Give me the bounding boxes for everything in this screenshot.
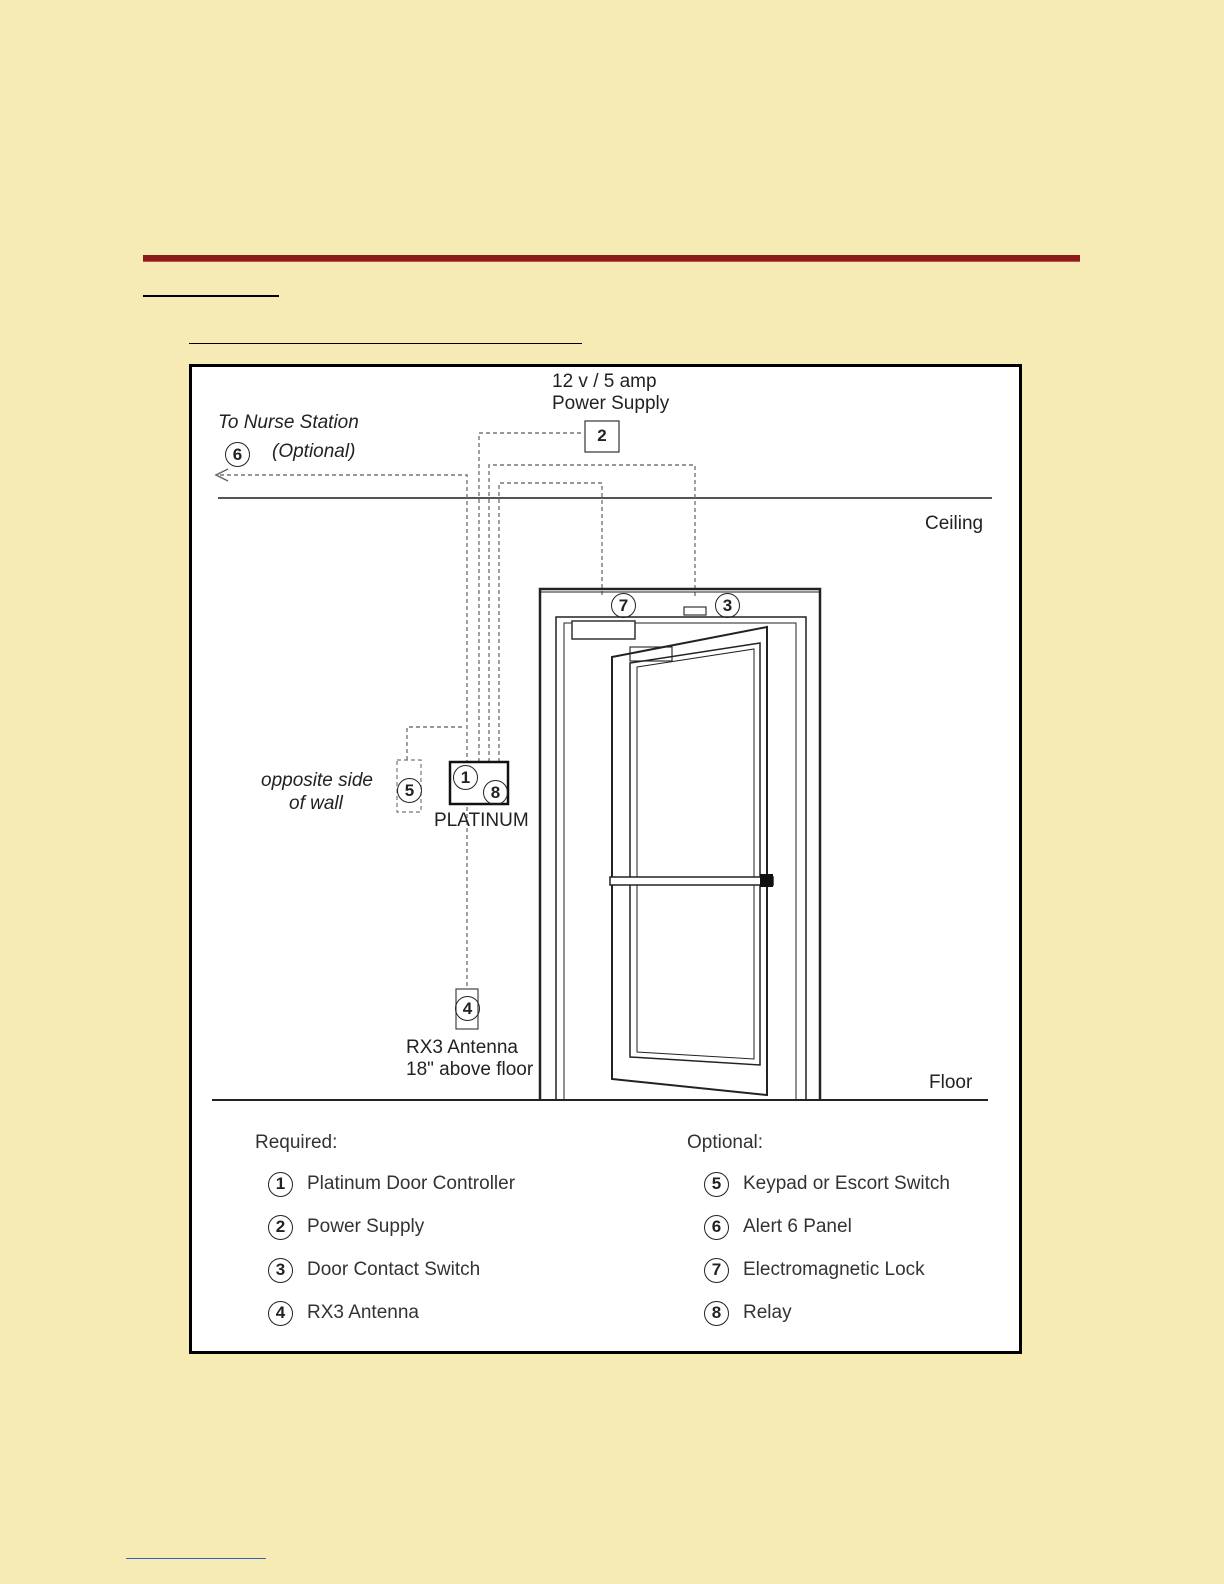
opposite-side-label: opposite side bbox=[261, 770, 373, 791]
legend-number-1: 1 bbox=[268, 1172, 293, 1197]
legend-item bbox=[268, 1170, 515, 1198]
push-bar bbox=[610, 877, 773, 885]
installation-diagram bbox=[189, 364, 1022, 1354]
legend-item bbox=[704, 1256, 925, 1284]
legend-label: Relay bbox=[743, 1302, 792, 1323]
legend-label: Alert 6 Panel bbox=[743, 1216, 852, 1237]
nurse-station-label: To Nurse Station bbox=[218, 412, 359, 433]
legend-label: RX3 Antenna bbox=[307, 1302, 419, 1323]
callout-4: 4 bbox=[455, 996, 480, 1021]
legend-item bbox=[704, 1213, 852, 1241]
heading-underline bbox=[143, 295, 279, 297]
door-frame bbox=[540, 589, 820, 1100]
legend-number-2: 2 bbox=[268, 1215, 293, 1240]
door-contact-switch bbox=[684, 607, 706, 615]
legend-label: Platinum Door Controller bbox=[307, 1173, 516, 1194]
antenna-height-label: 18" above floor bbox=[406, 1059, 534, 1080]
legend-label: Door Contact Switch bbox=[307, 1259, 481, 1280]
legend-label: Keypad or Escort Switch bbox=[743, 1173, 950, 1194]
power-supply-rating: 12 v / 5 amp bbox=[552, 371, 657, 392]
floor-label: Floor bbox=[929, 1072, 973, 1093]
legend-number-4: 4 bbox=[268, 1301, 293, 1326]
legend-item bbox=[704, 1299, 792, 1327]
legend-item bbox=[268, 1213, 424, 1241]
opposite-wall-label: of wall bbox=[289, 793, 343, 814]
legend-label: Electromagnetic Lock bbox=[743, 1259, 925, 1280]
platinum-label: PLATINUM bbox=[434, 810, 529, 831]
optional-label: (Optional) bbox=[272, 441, 356, 462]
legend-label: Power Supply bbox=[307, 1216, 425, 1237]
maglock bbox=[572, 621, 635, 639]
callout-7: 7 bbox=[611, 593, 636, 618]
ceiling-label: Ceiling bbox=[925, 513, 984, 534]
legend-item bbox=[268, 1299, 419, 1327]
diagram-drawing bbox=[192, 367, 1019, 1351]
wiring bbox=[220, 433, 695, 987]
power-supply-label: Power Supply bbox=[552, 393, 670, 414]
legend-number-3: 3 bbox=[268, 1258, 293, 1283]
optional-heading: Optional: bbox=[687, 1132, 764, 1153]
legend-number-5: 5 bbox=[704, 1172, 729, 1197]
legend-item bbox=[704, 1170, 950, 1198]
legend-number-6: 6 bbox=[704, 1215, 729, 1240]
antenna-label: RX3 Antenna bbox=[406, 1037, 518, 1058]
footnote-link-underline[interactable] bbox=[126, 1558, 266, 1559]
legend-number-7: 7 bbox=[704, 1258, 729, 1283]
required-heading: Required: bbox=[255, 1132, 338, 1153]
legend-item bbox=[268, 1256, 480, 1284]
callout-5: 5 bbox=[397, 778, 422, 803]
callout-1: 1 bbox=[453, 765, 478, 790]
section-divider bbox=[143, 255, 1080, 262]
callout-6: 6 bbox=[225, 442, 250, 467]
legend-number-8: 8 bbox=[704, 1301, 729, 1326]
callout-8: 8 bbox=[483, 780, 508, 805]
push-bar-end bbox=[760, 874, 773, 887]
callout-3: 3 bbox=[715, 593, 740, 618]
callout-2: 2 bbox=[597, 425, 607, 445]
subheading-underline bbox=[189, 343, 582, 344]
door-leaf bbox=[612, 627, 767, 1095]
